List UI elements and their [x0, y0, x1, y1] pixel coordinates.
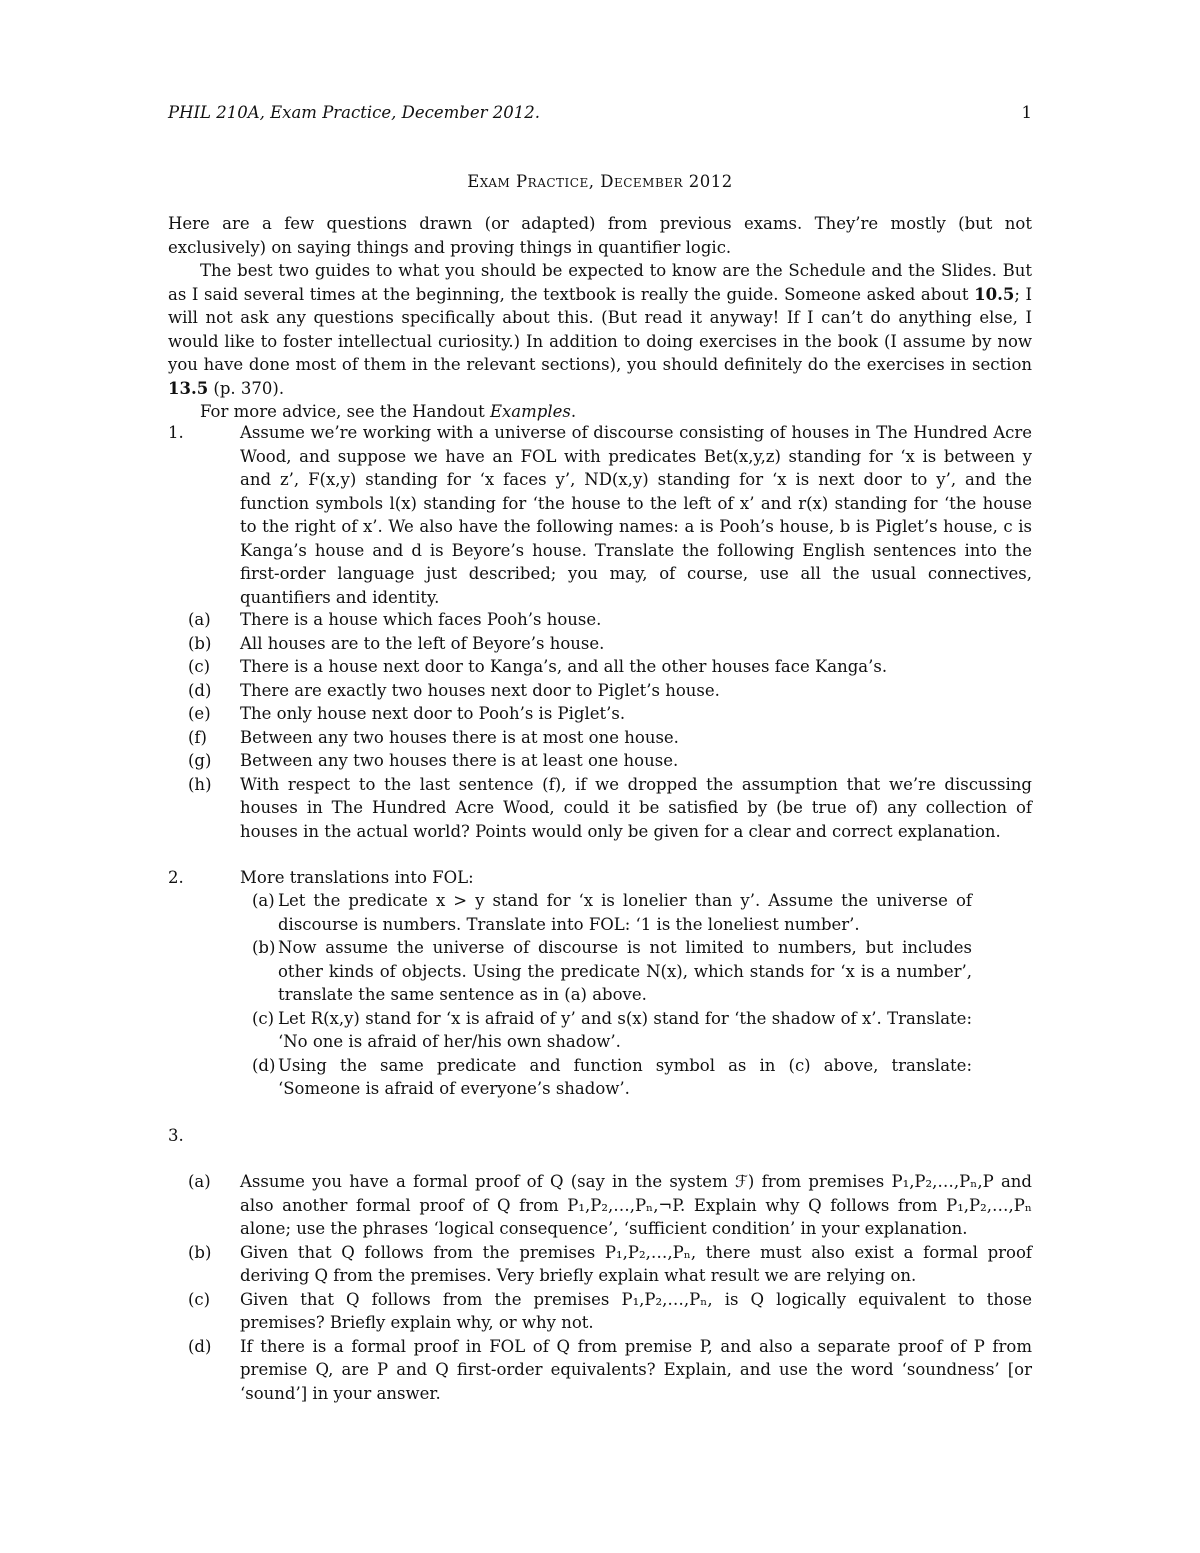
item-label: (c) — [252, 1008, 275, 1028]
item-text: If there is a formal proof in FOL of Q from premise P, and also a separate proof of P from premise Q, are P and Q first-order equivalents? Explain, and use the word ‘soundness’ [or ‘sound’] in your answer. — [240, 1336, 1032, 1403]
item-label: (d) — [188, 680, 212, 700]
item-text: There is a house next door to Kanga’s, and all the other houses face Kanga’s. — [240, 657, 888, 676]
item-text: Let R(x,y) stand for ‘x is afraid of y’ and s(x) stand for ‘the shadow of x’. Translate: ‘No one is afraid of her/his own shadow’. — [278, 1008, 972, 1051]
item-text: Let the predicate x > y stand for ‘x is lonelier than y’. Assume the universe of discourse is numbers. Translate into FOL: ‘1 is the loneliest number’. — [278, 891, 972, 934]
item-label: (a) — [188, 1172, 211, 1191]
item-label: (a) — [252, 891, 275, 910]
list-item — [168, 773, 1032, 844]
question-3-items — [168, 1170, 1032, 1405]
handout-examples-ref: Examples — [489, 402, 571, 421]
item-label: (e) — [188, 704, 211, 723]
list-item — [168, 726, 1032, 750]
item-label: (g) — [188, 751, 212, 770]
item-text: With respect to the last sentence (f), if we dropped the assumption that we’re discussing houses in The Hundred Acre Wood, could it be satisfied by (be true of) any collection of houses in the actual world? Points would only be given for a clear and correct explanation. — [240, 774, 1032, 841]
item-label: (b) — [188, 1242, 212, 1262]
item-text: Now assume the universe of discourse is not limited to numbers, but includes other kinds of objects. Using the predicate N(x), which stands for ‘x is a number’, translate the same sentence as in (a) above. — [278, 938, 972, 1004]
list-item — [168, 936, 972, 1007]
running-title: PHIL 210A, Exam Practice, December 2012. — [168, 103, 540, 122]
item-text: There are exactly two houses next door to Piglet’s house. — [240, 680, 720, 700]
item-text: Between any two houses there is at least one house. — [240, 751, 679, 770]
list-item — [168, 608, 1032, 632]
item-label: (f) — [188, 727, 207, 747]
running-header — [168, 103, 1032, 122]
item-label: (d) — [252, 1055, 276, 1075]
question-number: 2. — [168, 868, 184, 887]
list-item — [168, 889, 972, 936]
list-item — [168, 679, 1032, 703]
item-text: Assume you have a formal proof of Q (say in the system ℱ) from premises P₁,P₂,…,Pₙ,P and also another formal proof of Q from P₁,P₂,…,Pₙ,¬P. Explain why Q follows from P₁,P₂,…,Pₙ alone; use the phrases ‘logical consequence’, ‘sufficient condition’ in your explanation. — [240, 1172, 1032, 1238]
item-label: (h) — [188, 774, 212, 794]
intro-p2-text-c: ; I will not ask any questions specifically about this. (But read it anyway! If I can’t do anything else, I would like to foster intellectual curiosity.) In addition to doing exercises in the book (I assume by now you have done most of them in the relevant sections), you should definitely do the exercises in section — [168, 284, 1032, 374]
item-label: (d) — [188, 1336, 212, 1356]
item-label: (c) — [188, 657, 211, 676]
intro-section — [168, 212, 1032, 424]
item-label: (a) — [188, 610, 211, 629]
page-number: 1 — [1021, 103, 1032, 122]
list-item — [168, 1241, 1032, 1288]
document-title: Exam Practice, December 2012 — [467, 172, 733, 191]
item-label: (b) — [252, 938, 276, 957]
question-number: 3. — [168, 1126, 184, 1145]
item-text: Between any two houses there is at most one house. — [240, 727, 679, 747]
question-text: Assume we’re working with a universe of discourse consisting of houses in The Hundred Acre Wood, and suppose we have an FOL with predicates Bet(x,y,z) standing for ‘x is between y and z’, F(x,y) standing for ‘x faces y’, ND(x,y) standing for ‘x is next door to y’, and the function symbols l(x) standing for ‘the house to the left of x’ and r(x) standing for ‘the house to the right of x’. We also have the following names: a is Pooh’s house, b is Piglet’s house, c is Kanga’s house and d is Beyore’s house. Translate the following English sentences into the first-order language just described; you may, of course, use all the usual connectives, quantifiers and identity. — [240, 423, 1032, 607]
list-item — [168, 1170, 1032, 1241]
list-item — [168, 749, 1032, 773]
item-text: The only house next door to Pooh’s is Piglet’s. — [240, 704, 626, 723]
intro-p3-text-a: For more advice, see the Handout — [200, 402, 490, 421]
item-label: (c) — [188, 1289, 211, 1309]
intro-p2-text-e: (p. 370). — [208, 378, 285, 398]
intro-p2-text-a: The best two guides to what you should be expected to know are the Schedule and the Slides. But as I said several times at the beginning, the textbook is really the guide. Someone asked about — [168, 261, 1032, 304]
list-item — [168, 1288, 1032, 1335]
list-item — [168, 702, 1032, 726]
question-2 — [168, 866, 1032, 890]
intro-paragraph-1: Here are a few questions drawn (or adapted) from previous exams. They’re mostly (but not exclusively) on saying things and proving things in quantifier logic. — [168, 214, 1032, 257]
question-1 — [168, 421, 1032, 609]
list-item — [168, 632, 1032, 656]
list-item — [168, 655, 1032, 679]
section-ref-10-5: 10.5 — [974, 284, 1015, 304]
question-1-items — [168, 608, 1032, 843]
section-ref-13-5: 13.5 — [168, 378, 209, 398]
item-text: Using the same predicate and function symbol as in (c) above, translate: ‘Someone is afraid of everyone’s shadow’. — [278, 1055, 972, 1098]
question-text: More translations into FOL: — [240, 868, 474, 887]
intro-paragraph-3 — [168, 400, 1032, 424]
list-item — [168, 1007, 972, 1054]
item-text: Given that Q follows from the premises P₁,P₂,…,Pₙ, is Q logically equivalent to those premises? Briefly explain why, or why not. — [240, 1289, 1032, 1332]
intro-p3-text-c: . — [570, 402, 577, 421]
item-text: Given that Q follows from the premises P₁,P₂,…,Pₙ, there must also exist a formal proof deriving Q from the premises. Very briefly explain what result we are relying on. — [240, 1242, 1032, 1285]
intro-paragraph-2 — [168, 259, 1032, 400]
item-label: (b) — [188, 633, 212, 653]
question-number: 1. — [168, 423, 184, 442]
list-item — [168, 1335, 1032, 1406]
item-text: All houses are to the left of Beyore’s house. — [240, 633, 605, 653]
question-2-items — [168, 889, 1032, 1101]
item-text: There is a house which faces Pooh’s house. — [240, 610, 602, 629]
list-item — [168, 1054, 972, 1101]
